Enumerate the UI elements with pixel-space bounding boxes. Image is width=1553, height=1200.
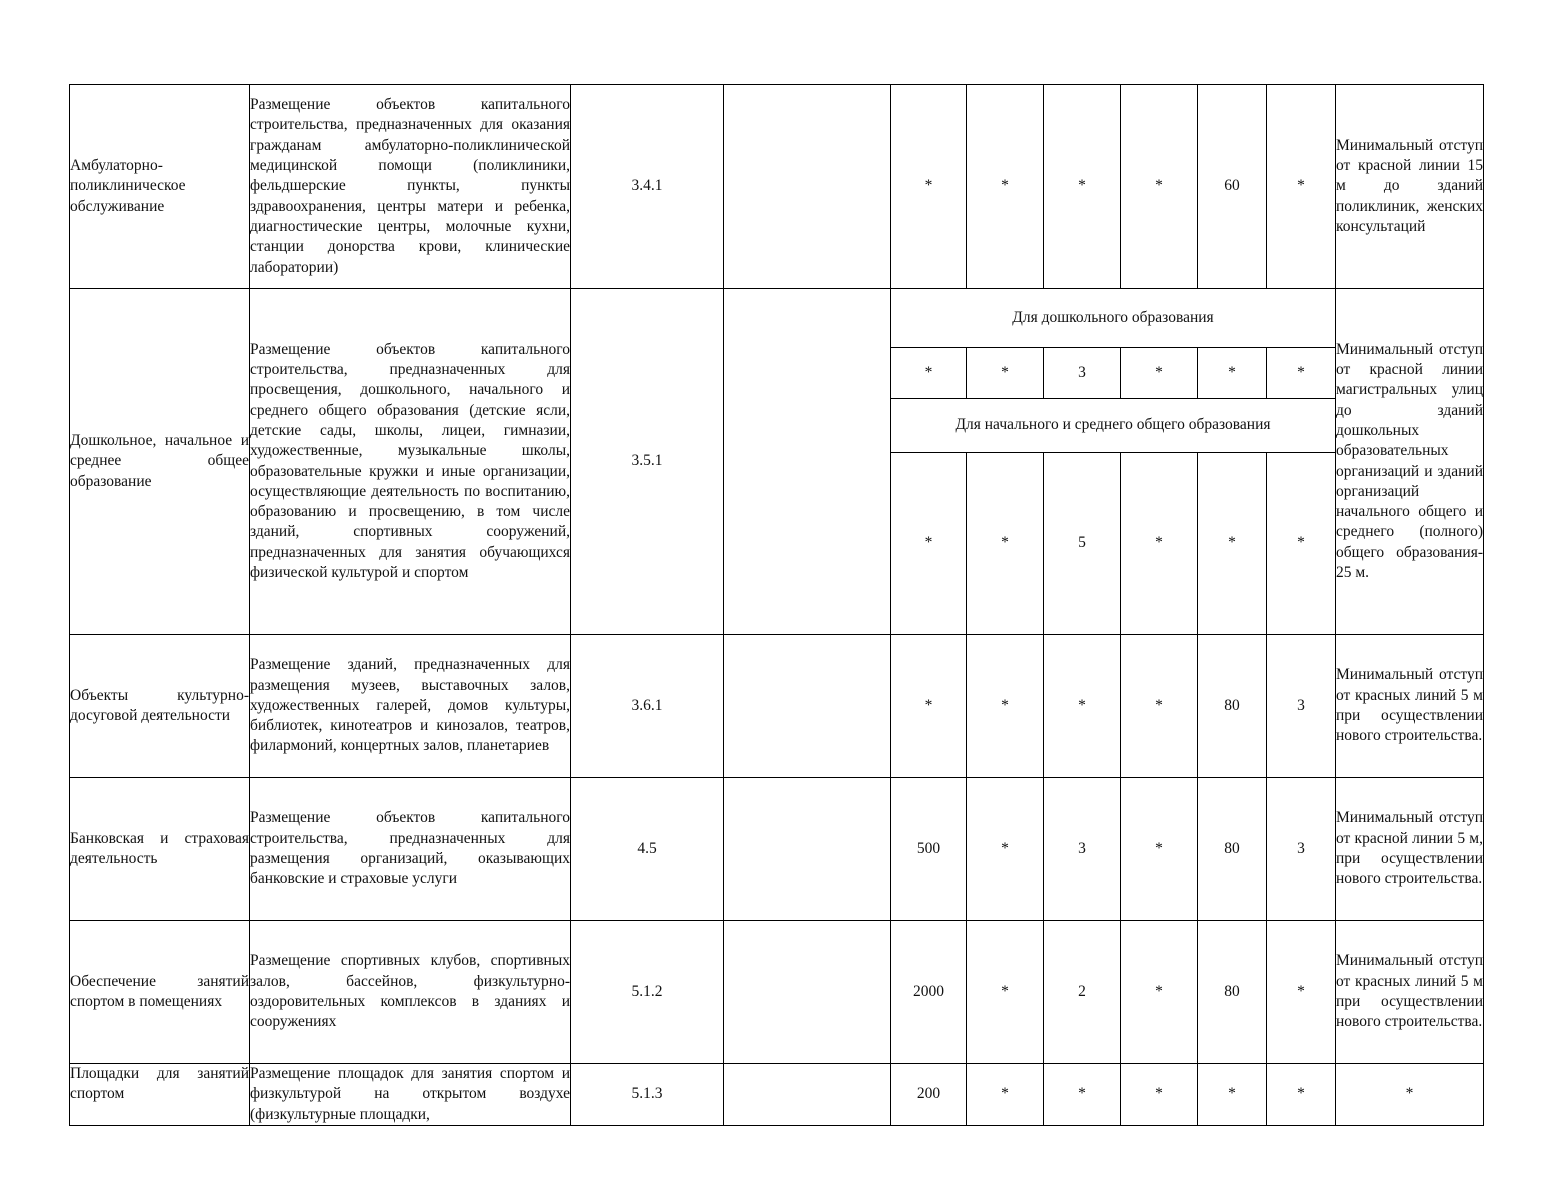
extra-cell (724, 85, 891, 289)
note-cell: Минимальный отступ от красных линий 5 м при осуществлении нового строительства. (1336, 921, 1484, 1064)
param-cell: 2 (1044, 921, 1121, 1064)
param-cell: * (1267, 453, 1336, 635)
param-cell: * (891, 85, 967, 289)
param-cell: * (1198, 348, 1267, 399)
param-cell: 80 (1198, 778, 1267, 921)
param-cell: 3 (1267, 635, 1336, 778)
use-type-code: 3.5.1 (571, 289, 724, 635)
param-cell: * (1044, 635, 1121, 778)
param-cell: * (967, 1064, 1044, 1126)
note-cell: * (1336, 1064, 1484, 1126)
param-cell: 5 (1044, 453, 1121, 635)
use-type-description: Размещение объектов капитального строительства, предназначенных для оказания гражданам амбулаторно-поликлинической медицинской помощи (поликлиники, фельдшерские пункты, пункты здравоохранения, центры матери и ребенка, диагностические центры, молочные кухни, станции донорства крови, клинические лаборатории) (250, 85, 571, 289)
use-type-code: 3.4.1 (571, 85, 724, 289)
param-cell: * (1044, 85, 1121, 289)
param-cell: * (1121, 348, 1198, 399)
use-type-name: Амбулаторно-поликлиническое обслуживание (70, 85, 250, 289)
param-cell: * (1267, 85, 1336, 289)
extra-cell (724, 778, 891, 921)
param-cell: * (891, 453, 967, 635)
param-cell: * (891, 348, 967, 399)
param-cell: * (967, 85, 1044, 289)
extra-cell (724, 921, 891, 1064)
table-row (70, 85, 1484, 289)
note-cell: Минимальный отступ от красной линии магистральных улиц до зданий дошкольных образовательных организаций и зданий организаций начального общего и среднего (полного) общего образования- 25 м. (1336, 289, 1484, 635)
table-row (70, 1064, 1484, 1126)
note-cell: Минимальный отступ от красной линии 15 м до зданий поликлиник, женских консультаций (1336, 85, 1484, 289)
use-type-code: 5.1.2 (571, 921, 724, 1064)
param-cell: 3 (1044, 348, 1121, 399)
use-type-name: Обеспечение занятий спортом в помещениях (70, 921, 250, 1064)
subheader-general-education: Для начального и среднего общего образования (891, 399, 1336, 453)
table-row (70, 289, 1484, 348)
param-cell: * (967, 348, 1044, 399)
param-cell: 3 (1267, 778, 1336, 921)
param-cell: * (1121, 85, 1198, 289)
param-cell: 80 (1198, 921, 1267, 1064)
use-type-code: 5.1.3 (571, 1064, 724, 1126)
param-cell: * (1198, 453, 1267, 635)
param-cell: * (1044, 1064, 1121, 1126)
note-cell: Минимальный отступ от красной линии 5 м, при осуществлении нового строительства. (1336, 778, 1484, 921)
extra-cell (724, 1064, 891, 1126)
param-cell: 500 (891, 778, 967, 921)
subheader-preschool: Для дошкольного образования (891, 289, 1336, 348)
use-type-description: Размещение зданий, предназначенных для размещения музеев, выставочных залов, художественных галерей, домов культуры, библиотек, кинотеатров и кинозалов, театров, филармоний, концертных залов, планетариев (250, 635, 571, 778)
param-cell: * (1121, 1064, 1198, 1126)
use-type-code: 4.5 (571, 778, 724, 921)
param-cell: * (1198, 1064, 1267, 1126)
regulations-table (69, 84, 1484, 1126)
param-cell: * (967, 453, 1044, 635)
extra-cell (724, 289, 891, 635)
param-cell: 200 (891, 1064, 967, 1126)
param-cell: * (1121, 921, 1198, 1064)
param-cell: 60 (1198, 85, 1267, 289)
use-type-description: Размещение спортивных клубов, спортивных залов, бассейнов, физкультурно-оздоровительных комплексов в зданиях и сооружениях (250, 921, 571, 1064)
param-cell: * (891, 635, 967, 778)
param-cell: * (1267, 921, 1336, 1064)
use-type-name: Дошкольное, начальное и среднее общее образование (70, 289, 250, 635)
param-cell: 3 (1044, 778, 1121, 921)
param-cell: * (1267, 348, 1336, 399)
param-cell: 2000 (891, 921, 967, 1064)
use-type-description: Размещение объектов капитального строительства, предназначенных для размещения организаций, оказывающих банковские и страховые услуги (250, 778, 571, 921)
use-type-name: Объекты культурно-досуговой деятельности (70, 635, 250, 778)
use-type-name: Банковская и страховая деятельность (70, 778, 250, 921)
param-cell: 80 (1198, 635, 1267, 778)
table-row (70, 778, 1484, 921)
param-cell: * (967, 635, 1044, 778)
param-cell: * (1121, 635, 1198, 778)
param-cell: * (967, 778, 1044, 921)
use-type-description: Размещение объектов капитального строительства, предназначенных для просвещения, дошкольного, начального и среднего общего образования (детские ясли, детские сады, школы, лицеи, гимназии, художественные, музыкальные школы, образовательные кружки и иные организации, осуществляющие деятельность по воспитанию, образованию и просвещению, в том числе зданий, спортивных сооружений, предназначенных для занятия обучающихся физической культурой и спортом (250, 289, 571, 635)
table-row (70, 635, 1484, 778)
use-type-description: Размещение площадок для занятия спортом и физкультурой на открытом воздухе (физкультурные площадки, (250, 1064, 571, 1126)
param-cell: * (1121, 453, 1198, 635)
use-type-code: 3.6.1 (571, 635, 724, 778)
note-cell: Минимальный отступ от красных линий 5 м при осуществлении нового строительства. (1336, 635, 1484, 778)
table-row (70, 921, 1484, 1064)
extra-cell (724, 635, 891, 778)
param-cell: * (967, 921, 1044, 1064)
param-cell: * (1267, 1064, 1336, 1126)
use-type-name: Площадки для занятий спортом (70, 1064, 250, 1126)
param-cell: * (1121, 778, 1198, 921)
